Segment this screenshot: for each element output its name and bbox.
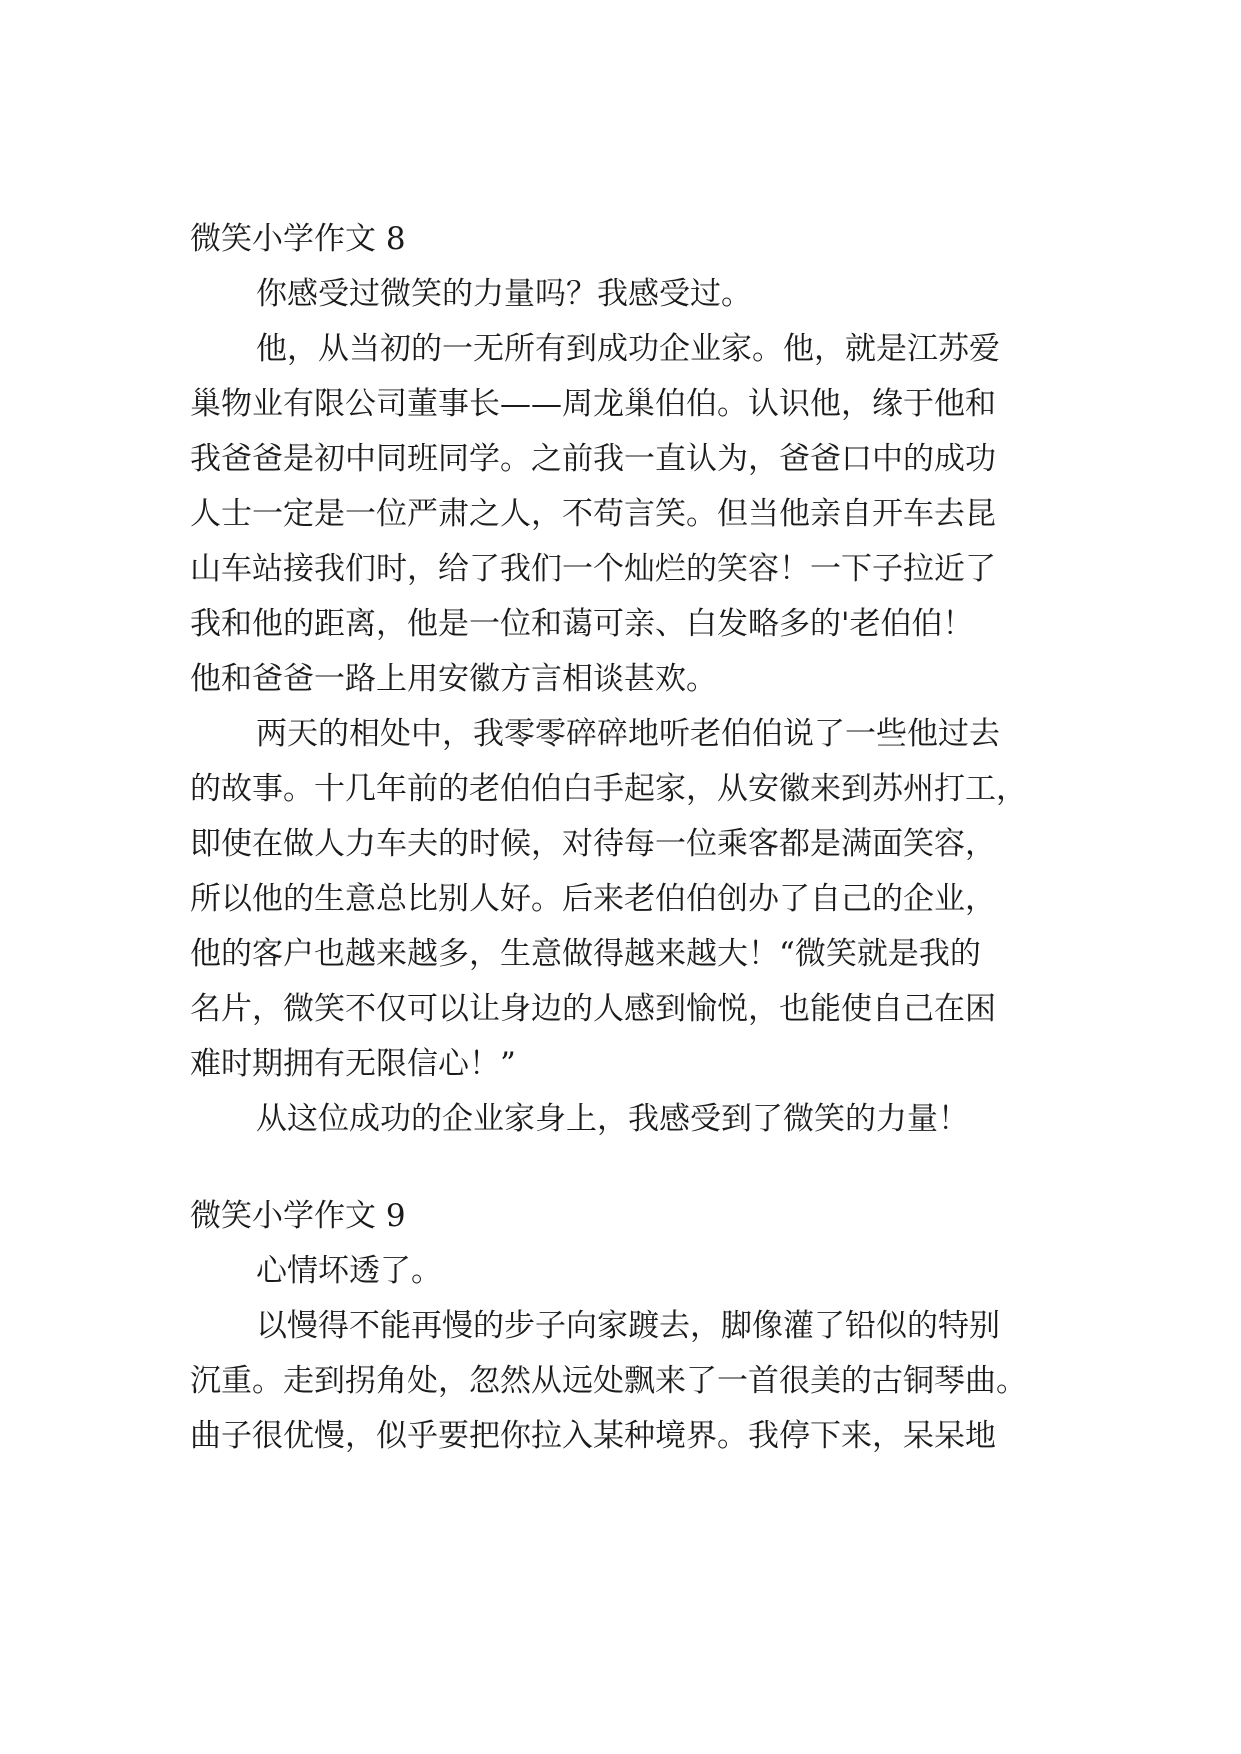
paragraph: [190, 707, 1060, 1092]
text-line: 的故事。十几年前的老伯伯白手起家，从安徽来到苏州打工，: [190, 771, 1027, 807]
text-line: 巢物业有限公司董事长——周龙巢伯伯。认识他，缘于他和: [190, 386, 996, 422]
text-line: 以慢得不能再慢的步子向家踱去，脚像灌了铅似的特别: [256, 1308, 1000, 1344]
paragraph: [190, 267, 1060, 322]
text-line: 难时期拥有无限信心！”: [190, 1046, 516, 1082]
paragraph: [190, 322, 1060, 707]
text-line: 山车站接我们时，给了我们一个灿烂的笑容！一下子拉近了: [190, 551, 996, 587]
text-line: 沉重。走到拐角处，忽然从远处飘来了一首很美的古铜琴曲。: [190, 1363, 1027, 1399]
text-line: 心情坏透了。: [256, 1253, 442, 1289]
text-line: 即使在做人力车夫的时候，对待每一位乘客都是满面笑容，: [190, 826, 996, 862]
paragraph: [190, 1299, 1060, 1464]
text-line: 他的客户也越来越多，生意做得越来越大！“微笑就是我的: [190, 936, 981, 972]
essay-title: 微笑小学作文 8: [190, 221, 406, 257]
text-line: 名片，微笑不仅可以让身边的人感到愉悦，也能使自己在困: [190, 991, 996, 1027]
document-body: [190, 212, 1060, 1464]
text-line: 他，从当初的一无所有到成功企业家。他，就是江苏爱: [256, 331, 1000, 367]
text-line: 两天的相处中，我零零碎碎地听老伯伯说了一些他过去: [256, 716, 1000, 752]
text-line: 人士一定是一位严肃之人，不苟言笑。但当他亲自开车去昆: [190, 496, 996, 532]
paragraph: [190, 1092, 1060, 1147]
paragraph: [190, 1244, 1060, 1299]
text-line: 所以他的生意总比别人好。后来老伯伯创办了自己的企业，: [190, 881, 996, 917]
essay-section-8: [190, 212, 1060, 1147]
text-line: 他和爸爸一路上用安徽方言相谈甚欢。: [190, 661, 717, 697]
text-line: 我爸爸是初中同班同学。之前我一直认为，爸爸口中的成功: [190, 441, 996, 477]
text-line: 曲子很优慢，似乎要把你拉入某种境界。我停下来，呆呆地: [190, 1418, 996, 1454]
essay-section-9: [190, 1189, 1060, 1464]
text-line: 从这位成功的企业家身上，我感受到了微笑的力量！: [256, 1101, 969, 1137]
essay-title: 微笑小学作文 9: [190, 1198, 406, 1234]
text-line: 我和他的距离，他是一位和蔼可亲、白发略多的'老伯伯！: [190, 606, 974, 642]
text-line: 你感受过微笑的力量吗？我感受过。: [256, 276, 752, 312]
